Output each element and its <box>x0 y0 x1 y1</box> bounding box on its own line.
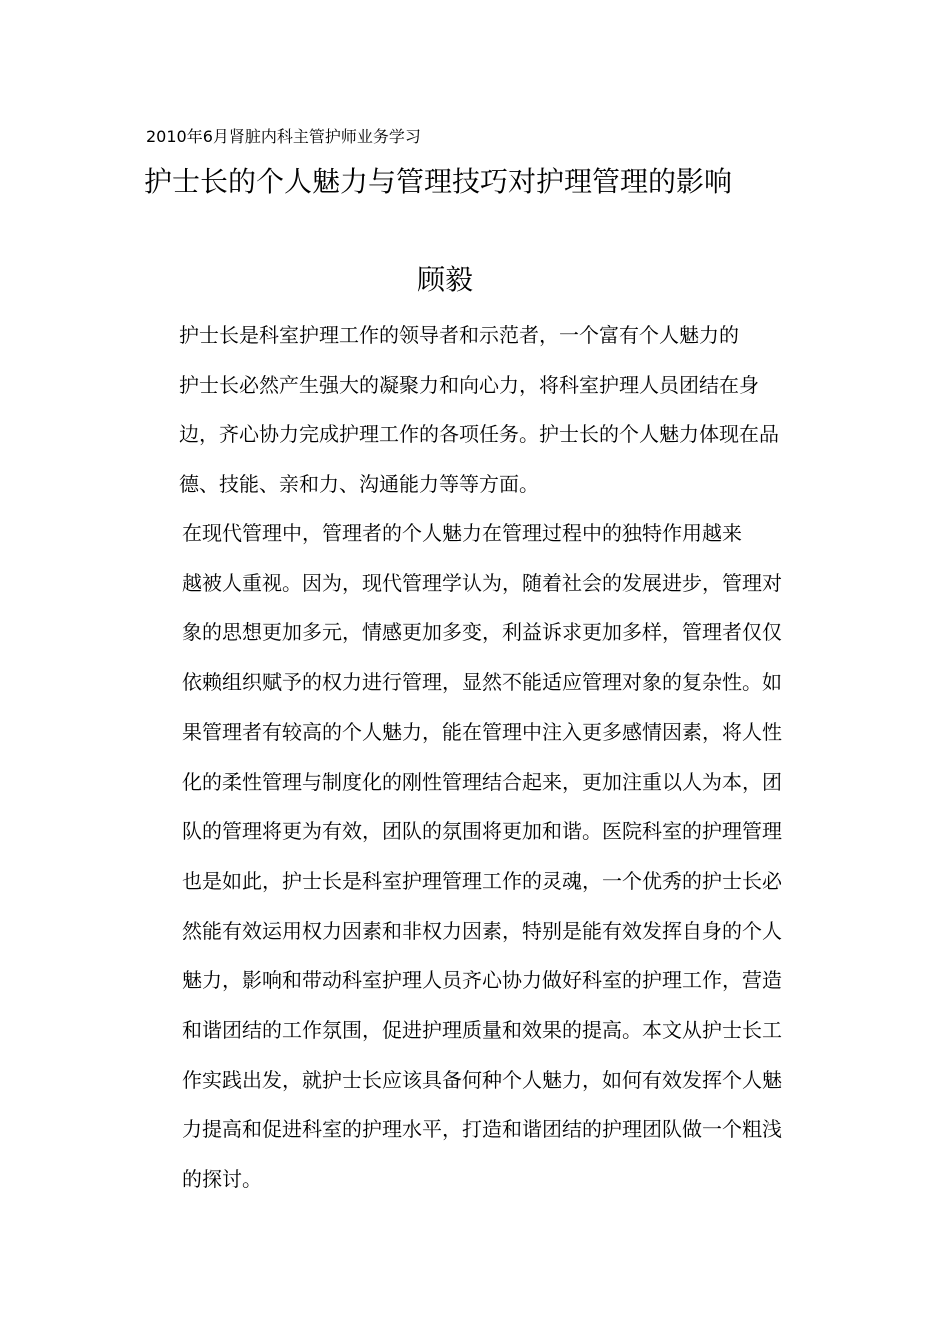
paragraph-line: 越被人重视。因为，现代管理学认为，随着社会的发展进步，管理对 <box>182 570 782 595</box>
paragraph-line: 的探讨。 <box>182 1167 262 1192</box>
paragraph-line: 德、技能、亲和力、沟通能力等等方面。 <box>179 472 539 497</box>
paragraph-line: 护士长是科室护理工作的领导者和示范者，一个富有个人魅力的 <box>179 323 739 347</box>
document-author: 顾毅 <box>416 263 473 296</box>
paragraph-line: 果管理者有较高的个人魅力，能在管理中注入更多感情因素，将人性 <box>182 719 782 744</box>
paragraph-line: 边，齐心协力完成护理工作的各项任务。护士长的个人魅力体现在品 <box>179 422 779 447</box>
paragraph-line: 护士长必然产生强大的凝聚力和向心力，将科室护理人员团结在身 <box>179 372 759 397</box>
paragraph-line: 在现代管理中，管理者的个人魅力在管理过程中的独特作用越来 <box>182 521 742 545</box>
paragraph-line: 然能有效运用权力因素和非权力因素，特别是能有效发挥自身的个人 <box>182 918 782 943</box>
paragraph-line: 作实践出发，就护士长应该具备何种个人魅力，如何有效发挥个人魅 <box>182 1067 782 1092</box>
paragraph-line: 象的思想更加多元，情感更加多变，利益诉求更加多样，管理者仅仅 <box>182 620 782 645</box>
paragraph-line: 依赖组织赋予的权力进行管理，显然不能适应管理对象的复杂性。如 <box>182 670 782 695</box>
paragraph-line: 魅力，影响和带动科室护理人员齐心协力做好科室的护理工作，营造 <box>182 968 782 993</box>
paragraph-line: 化的柔性管理与制度化的刚性管理结合起来，更加注重以人为本，团 <box>182 769 782 794</box>
paragraph-2 <box>146 509 808 1205</box>
document-title: 护士长的个人魅力与管理技巧对护理管理的影响 <box>144 165 733 198</box>
paragraph-line: 力提高和促进科室的护理水平，打造和谐团结的护理团队做一个粗浅 <box>182 1117 782 1142</box>
paragraph-1 <box>146 311 808 510</box>
document-subtitle: 2010年6月肾脏内科主管护师业务学习 <box>146 127 421 146</box>
paragraph-line: 也是如此，护士长是科室护理管理工作的灵魂，一个优秀的护士长必 <box>182 868 782 893</box>
paragraph-line: 队的管理将更为有效，团队的氛围将更加和谐。医院科室的护理管理 <box>182 819 782 844</box>
paragraph-line: 和谐团结的工作氛围，促进护理质量和效果的提高。本文从护士长工 <box>182 1018 782 1043</box>
